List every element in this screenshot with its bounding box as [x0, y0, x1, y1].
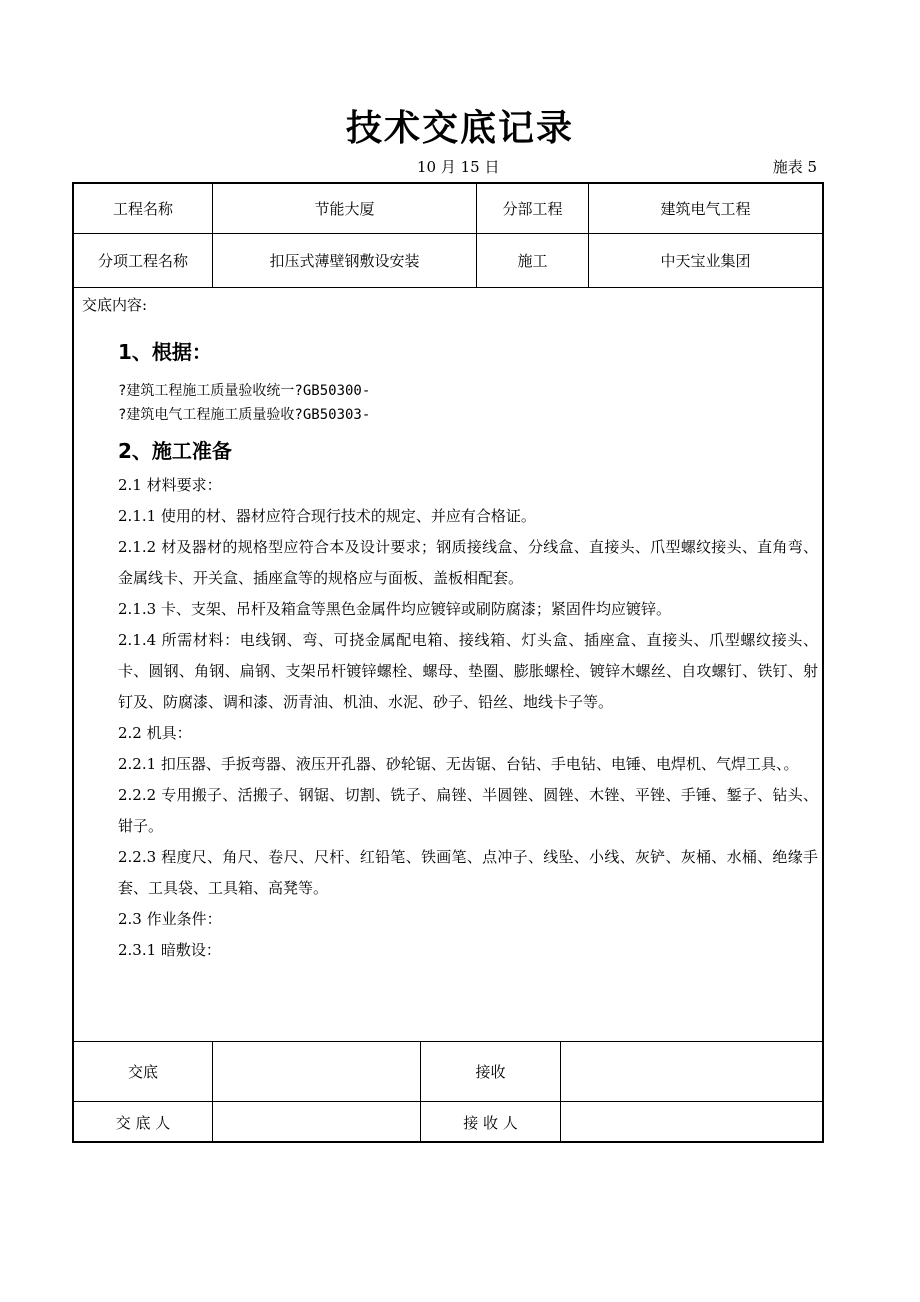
content-paragraph: 2.3 作业条件： [118, 910, 222, 928]
item-name-value: 扣压式薄壁钢敷设安装 [269, 252, 420, 270]
handover-person-field[interactable] [213, 1102, 420, 1143]
record-date: 10 月 15 日 [417, 158, 500, 176]
handover-content [82, 294, 818, 966]
handover-label: 交底 [127, 1063, 158, 1081]
sub-project-label: 分部工程 [502, 200, 563, 218]
page-title: 技术交底记录 [345, 108, 574, 149]
content-paragraph: 2.1.3 卡、支架、吊杆及箱盒等黑色金属件均应镀锌或刷防腐漆；紧固件均应镀锌。 [118, 600, 671, 618]
receive-label: 接收 [475, 1063, 506, 1081]
content-paragraph: 2.2.2 专用搬子、活搬子、钢锯、切割、铣子、扁锉、半圆锉、圆锉、木锉、平锉、手锤、錾子、钻头、钳子。 [118, 786, 818, 835]
content-paragraph: 2.2.3 程度尺、角尺、卷尺、尺杆、红铅笔、铁画笔、点冲子、线坠、小线、灰铲、灰桶、水桶、绝缘手套、工具袋、工具箱、高凳等。 [118, 848, 818, 897]
content-paragraph: 2.1.1 使用的材、器材应符合现行技术的规定、并应有合格证。 [118, 507, 536, 525]
form-number: 施表 5 [772, 158, 817, 176]
section-heading: 1、根据： [118, 340, 212, 364]
content-paragraph: 2.1.2 材及器材的规格型应符合本及设计要求；钢质接线盒、分线盒、直接头、爪型螺纹接头、直角弯、金属线卡、开关盒、插座盒等的规格应与面板、盖板相配套。 [118, 538, 818, 587]
content-label: 交底内容: [82, 296, 148, 314]
construction-label: 施工 [517, 252, 548, 270]
section-heading: 2、施工准备 [118, 439, 232, 463]
receive-signature-field[interactable] [561, 1042, 822, 1101]
row-divider [74, 287, 822, 288]
reference-standard: ?建筑工程施工质量验收统一?GB50300- [118, 383, 371, 399]
receiver-label: 接 收 人 [463, 1114, 518, 1132]
content-paragraph: 2.3.1 暗敷设： [118, 941, 221, 959]
construction-value: 中天宝业集团 [660, 252, 751, 270]
content-paragraph: 2.1 材料要求： [118, 476, 222, 494]
sub-project-value: 建筑电气工程 [660, 200, 751, 218]
reference-standard: ?建筑电气工程施工质量验收?GB50303- [118, 407, 371, 423]
handover-person-label: 交 底 人 [115, 1114, 171, 1132]
content-paragraph: 2.1.4 所需材料：电线钢、弯、可挠金属配电箱、接线箱、灯头盒、插座盒、直接头、爪型螺纹接头、卡、圆钢、角钢、扁钢、支架吊杆镀锌螺栓、螺母、垫圈、膨胀螺栓、镀锌木螺丝、自攻螺钉、铁钉、射钉及、防腐漆、调和漆、沥青油、机油、水泥、砂子、铅丝、地线卡子等。 [118, 631, 818, 711]
content-paragraph: 2.2 机具： [118, 724, 192, 742]
handover-signature-field[interactable] [213, 1042, 420, 1101]
item-name-label: 分项工程名称 [97, 252, 188, 270]
project-name-label: 工程名称 [112, 200, 173, 218]
receiver-field[interactable] [561, 1102, 822, 1143]
content-paragraph: 2.2.1 扣压器、手扳弯器、液压开孔器、砂轮锯、无齿锯、台钻、手电钻、电锤、电焊机、气焊工具、。 [118, 755, 799, 773]
project-name-value: 节能大厦 [314, 200, 375, 218]
record-table [72, 182, 824, 1143]
